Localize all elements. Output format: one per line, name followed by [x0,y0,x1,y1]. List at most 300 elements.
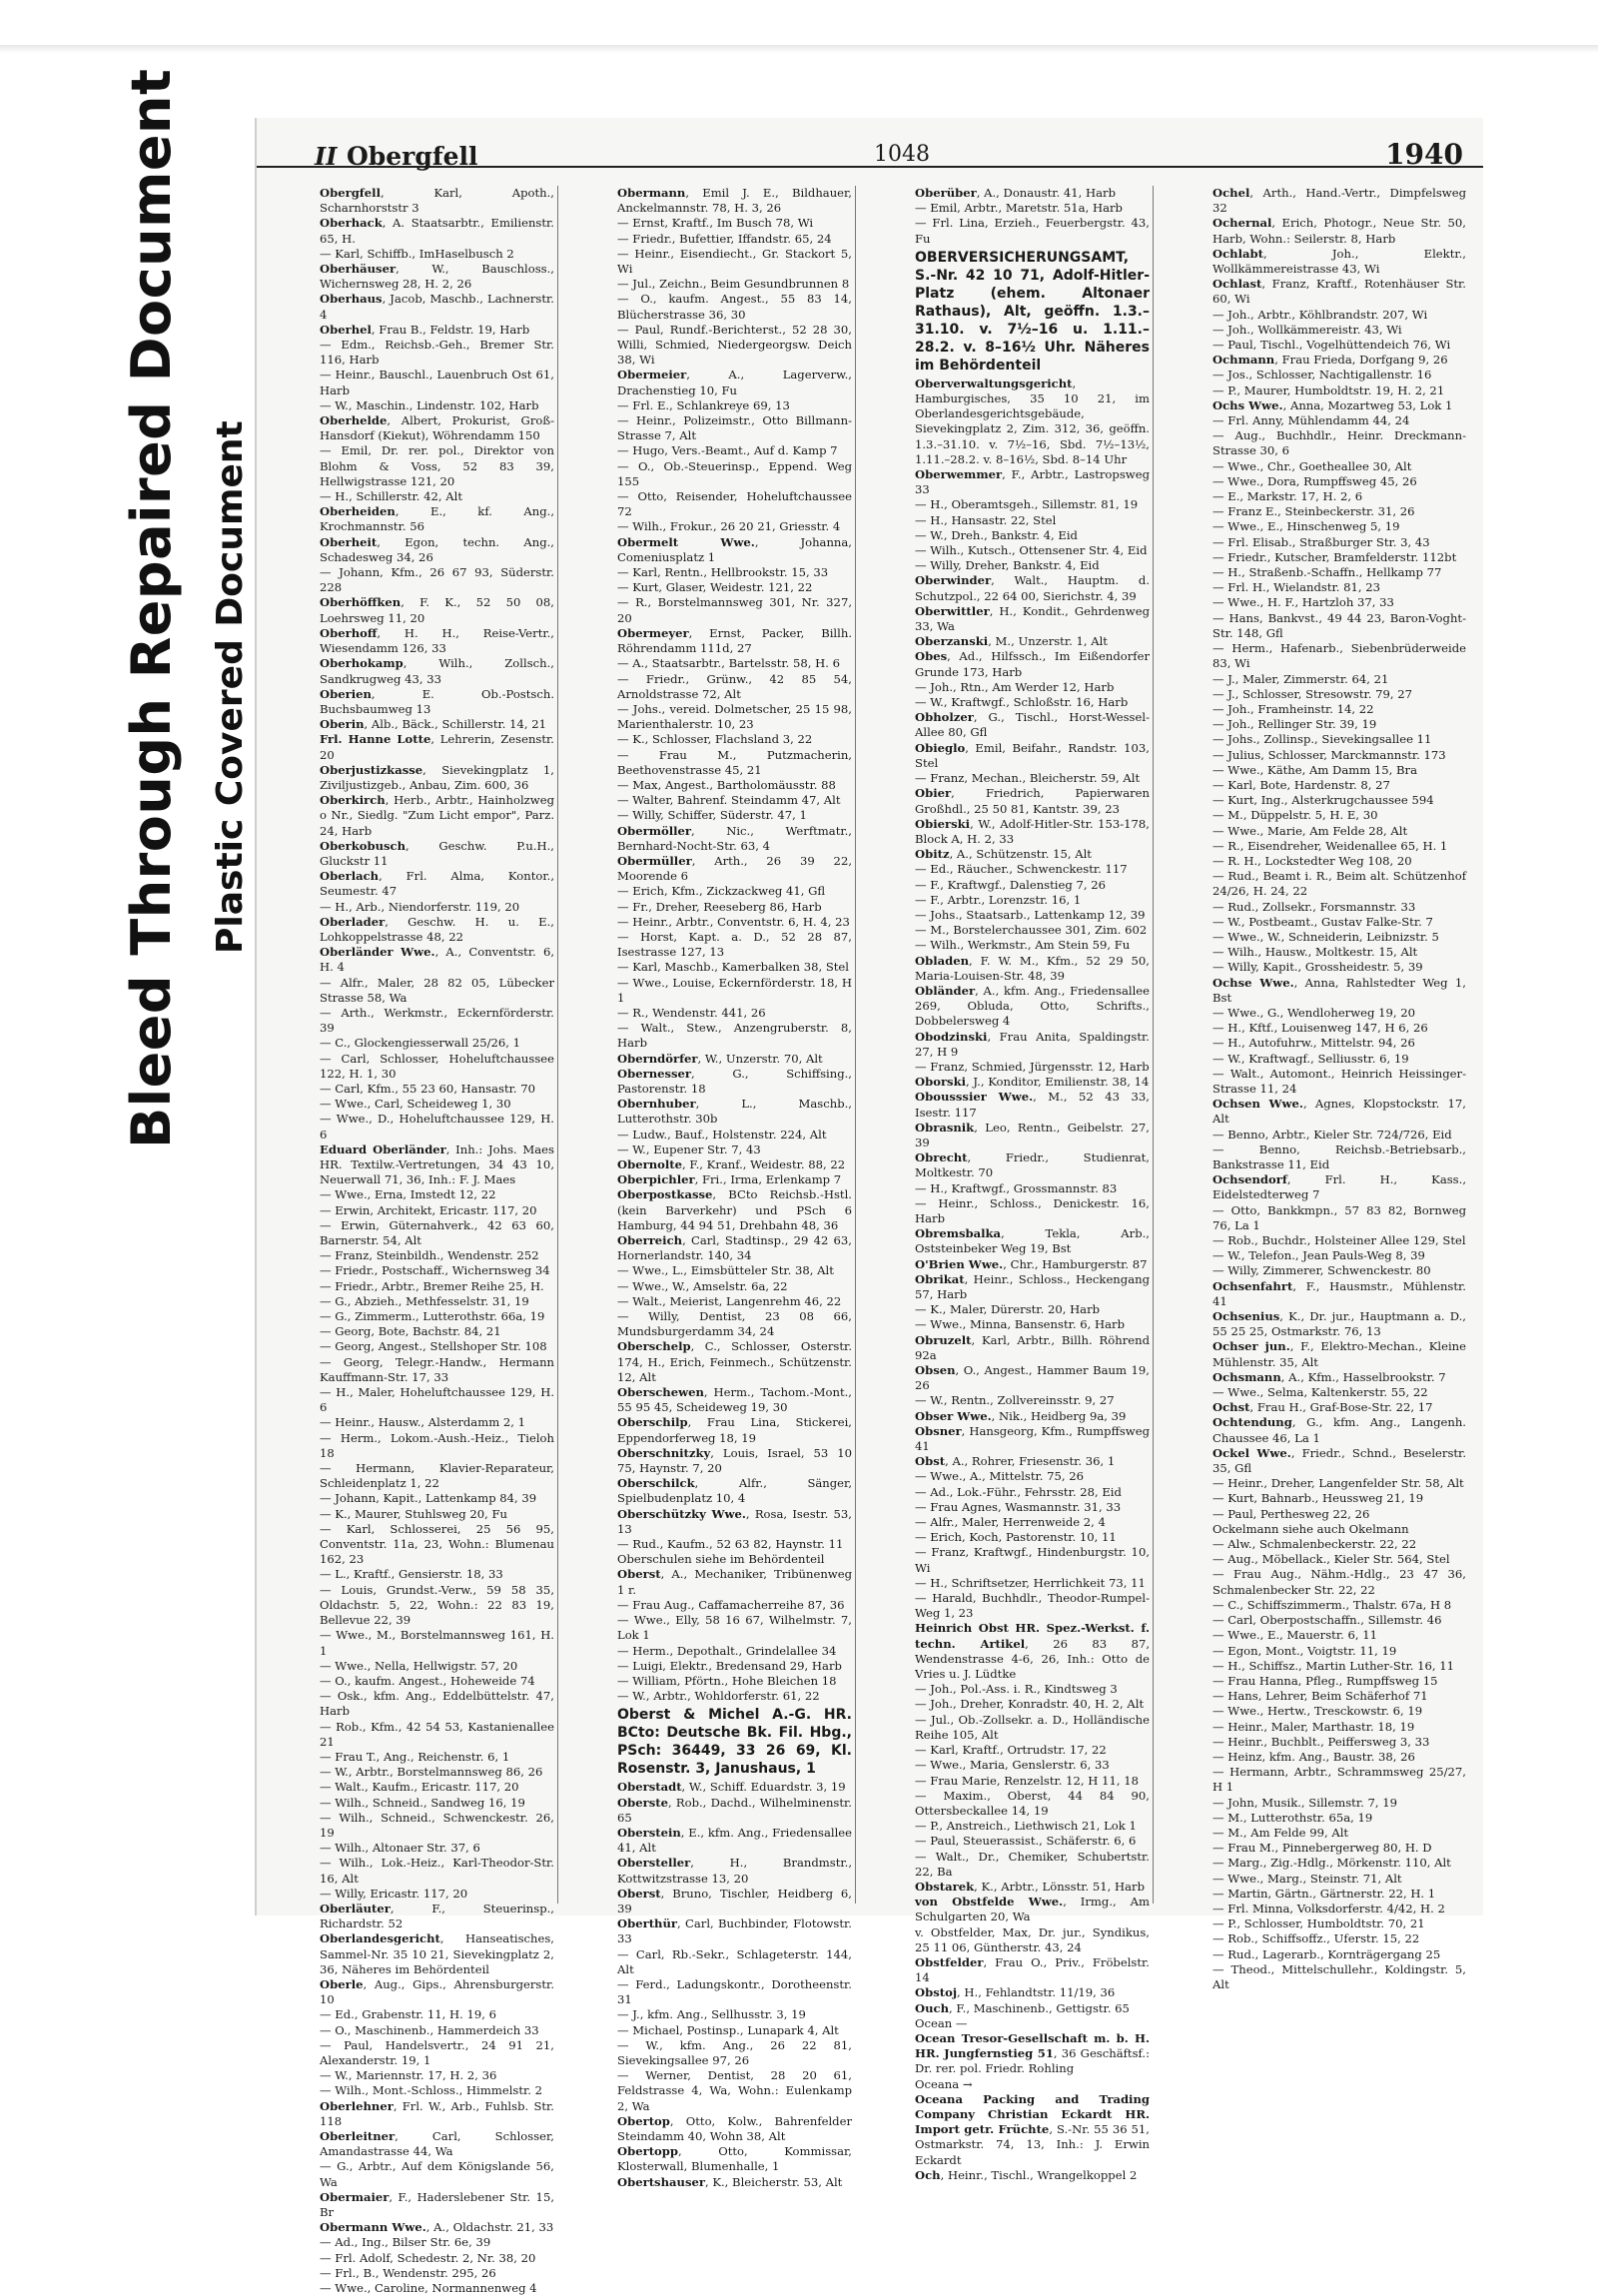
directory-entry: Ochmann, Frau Frieda, Dorfgang 9, 26 [1212,353,1448,368]
directory-entry: Oberschewen, Herm., Tachom.-Mont., 55 95 45, Scheideweg 19, 30 [617,1385,852,1415]
directory-entry: Oberste, Rob., Dachd., Wilhelminenstr. 65 [617,1795,852,1825]
directory-entry: — Wwe., E., Hinschenweg 5, 19 [1212,519,1400,534]
directory-entry: Obieglo, Emil, Beifahr., Randstr. 103, Stel [915,740,1150,770]
directory-entry: Oberhäuser, W., Bauschloss., Wichernsweg 28, H. 2, 26 [320,262,554,292]
page-running-head: Obergfell [347,142,478,171]
directory-entry: — Emil, Arbtr., Maretstr. 51a, Harb [915,201,1123,216]
directory-entry: Oceana Packing and Trading Company Christian Eckardt HR. Import getr. Früchte, S.-Nr. 55 36 51, Ostmarkstr. 74, 13, Inh.: J. Erwin Eckardt [915,2091,1150,2167]
directory-entry: — Carl, Rb.-Sekr., Schlageterstr. 144, Alt [617,1946,852,1976]
directory-entry: Obousssier Wwe., M., 52 43 33, Isestr. 117 [915,1090,1150,1120]
directory-entry: — W., Mariennstr. 17, H. 2, 36 [320,2068,497,2083]
directory-entry: Oborski, J., Konditor, Emilienstr. 38, 14 [915,1075,1150,1090]
directory-entry: — Wilh., Kutsch., Ottensener Str. 4, Eid [915,543,1148,558]
directory-entry: Ockel Wwe., Friedr., Schnd., Beselerstr. 35, Gfl [1212,1445,1467,1476]
side-label-plastic: Plastic Covered Document [210,420,251,954]
directory-entry: — W., Postbeamt., Gustav Falke-Str. 7 [1212,914,1433,929]
directory-entry: Oberschulen siehe im Behördenteil [617,1552,825,1567]
directory-entry: — Karl, Rentn., Hellbrookstr. 15, 33 [617,565,829,580]
directory-entry: OBERVERSICHERUNGSAMT, S.-Nr. 42 10 71, Adolf-Hitler-Platz (ehem. Altonaer Rathaus), Alt, geöffn. 1.3.–31.10. v. 7½–16 u. 1.11.–28.2. v. 8–16½ Uhr. Näheres im Behördenteil [915,249,1150,374]
directory-entry: — Franz, Mechan., Bleicherstr. 59, Alt [915,771,1141,786]
directory-entry: — Wilh., Altonaer Str. 37, 6 [320,1841,480,1856]
directory-entry: — Paul, Steuerassist., Schäferstr. 6, 6 [915,1834,1137,1849]
page-header [257,118,1483,171]
directory-entry: — Wwe., Elly, 58 16 67, Wilhelmstr. 7, Lok 1 [617,1613,852,1643]
directory-entry: — Willy, Schiffer, Süderstr. 47, 1 [617,808,807,823]
directory-entry: Oberstadt, W., Schiff. Eduardstr. 3, 19 [617,1780,846,1795]
directory-entry: — Heinr., Bauschl., Lauenbruch Ost 61, Harb [320,368,554,397]
directory-entry: Ockelmann siehe auch Okelmann [1212,1521,1409,1536]
directory-entry: — Hans, Bankvst., 49 44 23, Baron-Voght-Str. 148, Gfl [1212,610,1466,640]
directory-entry: Obstarek, K., Arbtr., Lönsstr. 51, Harb [915,1879,1145,1894]
directory-entry: — Karl, Schlosserei, 25 56 95, Conventstr. 11a, 23, Wohn.: Blumenau 162, 23 [320,1521,554,1567]
directory-entry: — W., Dreh., Bankstr. 4, Eid [915,527,1078,542]
directory-entry: — Jos., Schlosser, Nachtigallenstr. 16 [1212,368,1432,383]
directory-entry: — W., Kraftwgf., Schloßstr. 16, Harb [915,695,1129,710]
directory-entry: — Georg, Telegr.-Handw., Hermann Kauffmann-Str. 17, 33 [320,1354,554,1384]
directory-entry: — Wwe., Selma, Kaltenkerstr. 55, 22 [1212,1385,1428,1400]
directory-entry: — W., Arbtr., Borstelmannsweg 86, 26 [320,1765,543,1780]
directory-entry: — Walt., Stew., Anzengruberstr. 8, Harb [617,1021,852,1051]
directory-entry: — Willy, Zimmerer, Schwenckestr. 80 [1212,1263,1431,1278]
directory-entry: — Fr., Dreher, Reeseberg 86, Harb [617,899,822,914]
directory-entry: — W., Eupener Str. 7, 43 [617,1142,761,1156]
directory-entry: Oberhokamp, Wilh., Zollsch., Sandkrugweg 43, 33 [320,656,554,686]
directory-entry: Oberst & Michel A.-G. HR. BCto: Deutsche Bk. Fil. Hbg., PSch: 36449, 33 26 69, Kl. Rosenstr. 3, Janushaus, 1 [617,1707,852,1778]
directory-entry: Ochsendorf, Frl. H., Kass., Eidelstedterweg 7 [1212,1172,1466,1202]
directory-entry: Obitz, A., Schützenstr. 15, Alt [915,847,1092,862]
directory-entry: — Erwin, Güternahverk., 42 63 60, Barnerstr. 54, Alt [320,1217,554,1248]
directory-entry: — F., Arbtr., Lorenzstr. 16, 1 [915,892,1082,907]
directory-entry: Och, Heinr., Tischl., Wrangelkoppel 2 [915,2167,1138,2182]
directory-entry: Obstfelder, Frau O., Priv., Fröbelstr. 14 [915,1954,1150,1985]
directory-entry: — Frau M., Pinnebergerweg 80, H. D [1212,1841,1432,1856]
directory-entry: — J., Schlosser, Stresowstr. 79, 27 [1212,686,1413,701]
directory-entry: — Wwe., H. F., Hartzloh 37, 33 [1212,595,1394,610]
directory-entry: Obertshauser, K., Bleicherstr. 53, Alt [617,2174,843,2189]
directory-entry: — Hans, Lehrer, Beim Schäferhof 71 [1212,1689,1428,1704]
directory-entry: — Ernst, Kraftf., Im Busch 78, Wi [617,216,814,231]
directory-entry: Obergfell, Karl, Apoth., Scharnhorststr 3 [320,186,554,216]
directory-entry: Oberheiden, E., kf. Ang., Krochmannstr. 56 [320,504,554,534]
directory-entry: — Frl. Minna, Volksdorferstr. 4/42, H. 2 [1212,1901,1445,1915]
directory-entry: Oberst, A., Mechaniker, Tribünenweg 1 r. [617,1567,852,1597]
directory-entry: — Luigi, Elektr., Bredensand 29, Harb [617,1658,842,1673]
directory-entry: Oberkirch, Herb., Arbtr., Hainholzweg o Nr., Siedlg. "Zum Licht empor", Parz. 24, Harb [320,793,554,838]
directory-entry: — Ed., Grabenstr. 11, H. 19, 6 [320,2007,497,2022]
directory-entry: — Harald, Buchhdlr., Theodor-Rumpel-Weg 1, 23 [915,1591,1150,1621]
directory-entry: Obholzer, G., Tischl., Horst-Wessel-Allee 80, Gfl [915,710,1150,740]
directory-entry: — Louis, Grundst.-Verw., 59 58 35, Oldachstr. 5, 22, Wohn.: 22 83 19, Bellevue 22, 39 [320,1582,554,1628]
directory-entry: Oberwemmer, F., Arbtr., Lastropsweg 33 [915,467,1150,497]
directory-entry: — Hugo, Vers.-Beamt., Auf d. Kamp 7 [617,443,838,458]
directory-entry: — Heinr., Polizeimstr., Otto Billmann-Strasse 7, Alt [617,413,852,443]
directory-entry: — Arth., Werkmstr., Eckernförderstr. 39 [320,1005,554,1036]
directory-entry: — R., Wendenstr. 441, 26 [617,1005,766,1020]
directory-entry: — P., Schlosser, Humboldtstr. 70, 21 [1212,1916,1425,1931]
directory-entry: — Maxim., Oberst, 44 84 90, Ottersbeckallee 14, 19 [915,1788,1150,1818]
listing-column-4 [1209,186,1469,1991]
directory-entry: — Wilh., Mont.-Schloss., Himmelstr. 2 [320,2083,543,2098]
directory-entry: — Alfr., Maler, Herrenweide 2, 4 [915,1515,1106,1530]
directory-entry: — Wwe., Chr., Goetheallee 30, Alt [1212,458,1412,473]
directory-entry: — Wilh., Frokur., 26 20 21, Griesstr. 4 [617,519,841,534]
directory-entry: Oberhelde, Albert, Prokurist, Groß-Hansdorf (Kiekut), Wöhrendamm 150 [320,413,554,443]
directory-entry: — Frl. Anny, Mühlendamm 44, 24 [1212,413,1410,428]
directory-entry: — Emil, Dr. rer. pol., Direktor von Blohm & Voss, 52 83 39, Hellwigstrasse 121, 20 [320,443,554,488]
directory-entry: — H., Kftf., Louisenweg 147, H 6, 26 [1212,1021,1428,1036]
directory-entry: — Karl, Maschb., Kamerbalken 38, Stel [617,960,849,975]
directory-entry: — Rud., Lagerarb., Kornträgergang 25 [1212,1946,1441,1961]
directory-entry: Obermann, Emil J. E., Bildhauer, Anckelmannstr. 78, H. 3, 26 [617,186,852,216]
directory-entry: — Joh., Wollkämmereistr. 43, Wi [1212,322,1402,337]
directory-entry: Oberin, Alb., Bäck., Schillerstr. 14, 21 [320,717,547,732]
directory-entry: — Walt., Kaufm., Ericastr. 117, 20 [320,1780,519,1795]
listing-column-2 [614,186,856,2189]
directory-entry: Obes, Ad., Hilfssch., Im Eißendorfer Grunde 173, Harb [915,649,1150,679]
directory-entry: — Paul, Perthesweg 22, 26 [1212,1506,1370,1521]
directory-entry: Oberüber, A., Donaustr. 41, Harb [915,186,1116,200]
directory-entry: — K., Maler, Dürerstr. 20, Harb [915,1302,1101,1317]
directory-entry: Oberthür, Carl, Buchbinder, Flotowstr. 33 [617,1916,852,1946]
directory-entry: Ochst, Frau H., Graf-Bose-Str. 22, 17 [1212,1400,1433,1415]
directory-entry: — Wwe., E., Mauerstr. 6, 11 [1212,1628,1377,1643]
directory-entry: Obremsbalka, Tekla, Arb., Oststeinbeker Weg 19, Bst [915,1226,1150,1256]
directory-entry: Oberläuter, F., Steuerinsp., Richardstr. 52 [320,1901,554,1931]
directory-entry: — J., kfm. Ang., Sellhusstr. 3, 19 [617,2007,806,2022]
directory-entry: Obermüller, Arth., 26 39 22, Moorende 6 [617,853,852,884]
directory-entry: Oberschützky Wwe., Rosa, Isestr. 53, 13 [617,1506,852,1536]
directory-entry: — Friedr., Postschaff., Wichernsweg 34 [320,1263,550,1278]
directory-entry: — Frl. E., Schlankreye 69, 13 [617,397,790,412]
listing-column-1 [317,186,558,2296]
directory-entry: — K., Schlosser, Flachsland 3, 22 [617,732,813,747]
directory-entry: — Heinr., Eisendiecht., Gr. Stackort 5, Wi [617,246,852,277]
directory-entry: — Kurt, Bahnarb., Heussweg 21, 19 [1212,1491,1424,1506]
directory-entry: Obodzinski, Frau Anita, Spaldingstr. 27, H 9 [915,1029,1150,1059]
directory-entry: Heinrich Obst HR. Spez.-Werkst. f. techn. Artikel, 26 83 87, Wendenstrasse 4-6, 26, Inh.: Otto de Vries u. J. Lüdtke [915,1621,1151,1682]
directory-entry: — Ed., Räucher., Schwenckestr. 117 [915,862,1128,877]
directory-entry: — G., Abzieh., Methfesselstr. 31, 19 [320,1293,529,1308]
directory-entry: — Heinr., Schloss., Denickestr. 16, Harb [915,1195,1150,1225]
directory-entry: Oberhoff, H. H., Reise-Vertr., Wiesendamm 126, 33 [320,625,554,656]
directory-entry: — Carl, Kfm., 55 23 60, Hansastr. 70 [320,1081,536,1096]
directory-entry: — F., Kraftwgf., Dalenstieg 7, 26 [915,877,1106,892]
directory-entry: Oberjustizkasse, Sievekingplatz 1, Ziviljustizgeb., Anbau, Zim. 600, 36 [320,762,554,792]
directory-entry: — Wwe., L., Eimsbütteler Str. 38, Alt [617,1263,834,1278]
directory-entry: — Herm., Depothalt., Grindelallee 34 [617,1643,837,1658]
directory-entry: — O., kaufm. Angest., Hoheweide 74 [320,1673,535,1688]
directory-entry: Obernesser, G., Schiffsing., Pastorenstr. 18 [617,1066,852,1096]
directory-entry: — Wwe., W., Schneiderin, Leibnizstr. 5 [1212,929,1439,944]
directory-entry: Oberle, Aug., Gips., Ahrensburgerstr. 10 [320,1976,554,2007]
directory-entry: — Frl. Adolf, Schedestr. 2, Nr. 38, 20 [320,2250,536,2265]
directory-entry: Oberschelp, C., Schlosser, Osterstr. 174, H., Erich, Feinmech., Schützenstr. 12, Alt [617,1339,852,1384]
directory-entry: — Wilh., Hausw., Moltkestr. 15, Alt [1212,945,1418,960]
directory-entry: — Frau Aug., Nähm.-Hdlg., 23 47 36, Schmalenbecker Str. 22, 22 [1212,1567,1466,1597]
directory-entry: Ocean — [915,2015,968,2030]
directory-entry: — Wwe., G., Wendloherweg 19, 20 [1212,1005,1415,1020]
directory-entry: — Marg., Zig.-Hdlg., Mörkenstr. 110, Alt [1212,1856,1451,1871]
directory-entry: — Herm., Lokom.-Aush.-Heiz., Tieloh 18 [320,1430,554,1460]
directory-entry: — Karl, Bote, Hardenstr. 8, 27 [1212,777,1390,792]
directory-entry: — Julius, Schlosser, Marckmannstr. 173 [1212,747,1446,762]
directory-entry: — Johann, Kapit., Lattenkamp 84, 39 [320,1491,537,1506]
directory-entry: — C., Glockengiesserwall 25/26, 1 [320,1036,520,1051]
directory-entry: Oberhel, Frau B., Feldstr. 19, Harb [320,322,530,337]
directory-entry: — Benno, Reichsb.-Betriebsarb., Bankstrasse 11, Eid [1212,1142,1466,1171]
section-number: II [315,142,338,171]
directory-entry: Oberhaus, Jacob, Maschb., Lachnerstr. 4 [320,292,554,322]
directory-entry: — Frl. Lina, Erzieh., Feuerbergstr. 43, Fu [915,216,1150,246]
directory-entry: — H., Oberamtsgeh., Sillemstr. 81, 19 [915,497,1139,512]
directory-entry: — Johs., vereid. Dolmetscher, 25 15 98, Marienthalerstr. 10, 23 [617,701,852,732]
directory-entry: — Wilh., Lok.-Heiz., Karl-Theodor-Str. 16, Alt [320,1856,554,1886]
directory-entry: — Willy, Dreher, Bankstr. 4, Eid [915,558,1100,573]
directory-entry: — Franz E., Steinbeckerstr. 31, 26 [1212,504,1415,519]
directory-entry: — Wwe., W., Amselstr. 6a, 22 [617,1278,788,1293]
directory-entry: — P., Maurer, Humboldtstr. 19, H. 2, 21 [1212,383,1445,397]
directory-entry: — Frl., B., Wendenstr. 295, 26 [320,2265,496,2280]
directory-entry: — Wwe., A., Mittelstr. 75, 26 [915,1469,1085,1484]
scan-edge-shadow [0,45,1598,53]
directory-entry: — Frau Aug., Caffamacherreihe 87, 36 [617,1597,845,1612]
directory-entry: — Frl. H., Wielandstr. 81, 23 [1212,580,1381,595]
directory-entry: — Franz, Kraftwgf., Hindenburgstr. 10, Wi [915,1545,1150,1575]
directory-entry: Obierski, W., Adolf-Hitler-Str. 153-178, Block A, H. 2, 33 [915,816,1150,846]
directory-entry: — Heinr., Maler, Marthastr. 18, 19 [1212,1719,1415,1734]
directory-entry: — Paul, Tischl., Vogelhüttendeich 76, Wi [1212,338,1451,353]
directory-entry: Oberpichler, Fri., Irma, Erlenkamp 7 [617,1172,842,1187]
directory-entry: — Friedr., Bufettier, Iffandstr. 65, 24 [617,231,832,246]
directory-entry: — Wwe., Dora, Rumpffsweg 45, 26 [1212,473,1417,488]
directory-entry: Ocean Tresor-Gesellschaft m. b. H. HR. Jungfernstieg 51, 36 Geschäftsf.: Dr. rer. pol. Friedr. Rohling [915,2030,1150,2076]
directory-entry: Oberschnitzky, Louis, Israel, 53 10 75, Haynstr. 7, 20 [617,1445,852,1476]
directory-entry: — William, Pförtn., Hohe Bleichen 18 [617,1673,837,1688]
directory-entry: — W., Arbtr., Wohldorferstr. 61, 22 [617,1689,820,1704]
directory-entry: — R., Eisendreher, Weidenallee 65, H. 1 [1212,838,1448,853]
directory-entry: — M., Düppelstr. 5, H. E, 30 [1212,808,1378,823]
directory-entry: — Michael, Postinsp., Lunapark 4, Alt [617,2022,839,2037]
directory-entry: — M., Borstelerchaussee 301, Zim. 602 [915,923,1148,938]
directory-entry: — Benno, Arbtr., Kieler Str. 724/726, Eid [1212,1127,1452,1142]
directory-entry: Obertopp, Otto, Kommissar, Klosterwall, Blumenhalle, 1 [617,2144,852,2174]
directory-entry: Obrasnik, Leo, Rentn., Geibelstr. 27, 39 [915,1120,1150,1149]
directory-entry: — H., Schriftsetzer, Herrlichkeit 73, 11 [915,1575,1146,1590]
directory-entry: Ochsenius, K., Dr. jur., Hauptmann a. D., 55 25 25, Ostmarkstr. 76, 13 [1212,1309,1466,1339]
directory-entry: — Rud., Kaufm., 52 63 82, Haynstr. 11 [617,1537,844,1552]
directory-entry: — Wilh., Werkmstr., Am Stein 59, Fu [915,938,1131,953]
directory-entry: — H., Schillerstr. 42, Alt [320,489,462,504]
directory-entry: — Heinr., Buchblt., Peiffersweg 3, 33 [1212,1734,1430,1749]
directory-entry: — W., Kraftwagf., Selliusstr. 6, 19 [1212,1051,1409,1066]
directory-entry: — Joh., Arbtr., Köhlbrandstr. 207, Wi [1212,307,1428,322]
directory-entry: — Wwe., Minna, Bansenstr. 6, Harb [915,1317,1125,1332]
directory-entry: — M., Am Felde 99, Alt [1212,1825,1349,1840]
directory-entry: Oberleitner, Carl, Schlosser, Amandastrasse 44, Wa [320,2129,554,2159]
directory-entry: Obländer, A., kfm. Ang., Friedensallee 269, Obluda, Otto, Schrifts., Dobbelersweg 4 [915,983,1150,1029]
directory-entry: — Martin, Gärtn., Gärtnerstr. 22, H. 1 [1212,1886,1436,1901]
directory-entry: Oberhöffken, F. K., 52 50 08, Loehrsweg 11, 20 [320,595,554,625]
directory-entry: — Heinr., Hausw., Alsterdamm 2, 1 [320,1415,526,1430]
directory-entry: — Paul, Rundf.-Berichterst., 52 28 30, Willi, Schmied, Niedergeorgsw. Deich 38, Wi [617,322,852,368]
directory-entry: — Carl, Schlosser, Hoheluftchaussee 122, H. 1, 30 [320,1051,554,1081]
directory-entry: Ochlabt, Joh., Elektr., Wollkämmereistrasse 43, Wi [1212,246,1466,277]
listing-column-3 [912,186,1154,2182]
directory-entry: — Ad., Ing., Bilser Str. 6e, 39 [320,2235,491,2250]
directory-entry: — Willy, Kapit., Grossheidestr. 5, 39 [1212,960,1423,975]
directory-entry: Frl. Hanne Lotte, Lehrerin, Zesenstr. 20 [320,732,554,762]
directory-entry: — Frl. Elisab., Straßburger Str. 3, 43 [1212,534,1430,549]
directory-entry: — H., Arb., Niendorferstr. 119, 20 [320,899,520,914]
directory-entry: Obrikat, Heinr., Schloss., Heckengang 57, Harb [915,1271,1150,1301]
directory-entry: Obstoj, H., Fehlandtstr. 11/19, 36 [915,1985,1116,2000]
directory-entry: — Wwe., Marie, Am Felde 28, Alt [1212,823,1408,838]
directory-entry: — Otto, Bankkmpn., 57 83 82, Bornweg 76, La 1 [1212,1202,1466,1232]
directory-entry: — Max, Angest., Bartholomäusstr. 88 [617,777,836,792]
directory-entry: — O., kaufm. Angest., 55 83 14, Blücherstrasse 36, 30 [617,292,852,322]
directory-entry: — Erich, Koch, Pastorenstr. 10, 11 [915,1530,1117,1545]
directory-entry: — Kurt, Ing., Alsterkrugchaussee 594 [1212,793,1434,808]
directory-entry: — Wwe., Caroline, Normannenweg 4 [320,2281,537,2296]
directory-entry: Oberndörfer, W., Unzerstr. 70, Alt [617,1051,823,1066]
directory-entry: — Edm., Reichsb.-Geh., Bremer Str. 116, Harb [320,338,554,368]
directory-entry: Oberstein, E., kfm. Ang., Friedensallee 41, Alt [617,1825,852,1856]
directory-entry: — Erwin, Architekt, Ericastr. 117, 20 [320,1202,537,1217]
directory-entry: — Carl, Oberpostschaffn., Sillemstr. 46 [1212,1613,1442,1628]
directory-entry: Obladen, F. W. M., Kfm., 52 29 50, Maria-Louisen-Str. 48, 39 [915,953,1150,983]
directory-entry: — Wwe., D., Hoheluftchaussee 129, H. 6 [320,1112,554,1142]
directory-entry: — Willy, Ericastr. 117, 20 [320,1886,468,1901]
directory-entry: — Rob., Buchdr., Holsteiner Allee 129, Stel [1212,1233,1466,1248]
directory-entry: — Heinr., Dreher, Langenfelder Str. 58, Alt [1212,1476,1464,1491]
directory-entry: — Wwe., Hertw., Tresckowstr. 6, 19 [1212,1704,1423,1719]
directory-entry: — Erich, Kfm., Zickzackweg 41, Gfl [617,884,826,899]
directory-entry: Oberlach, Frl. Alma, Kontor., Seumestr. 47 [320,869,554,899]
directory-entry: Oberwinder, Walt., Hauptm. d. Schutzpol., 22 64 00, Sierichstr. 4, 39 [915,573,1150,603]
directory-entry: — Hermann, Arbtr., Schrammsweg 25/27, H 1 [1212,1765,1466,1795]
directory-entry: — W., kfm. Ang., 26 22 81, Sievekingsallee 97, 26 [617,2037,852,2067]
directory-entry: — Frau Agnes, Wasmannstr. 31, 33 [915,1499,1122,1514]
directory-entry: Ochsmann, A., Kfm., Hasselbrookstr. 7 [1212,1369,1446,1384]
directory-entry: — Franz, Steinbildh., Wendenstr. 252 [320,1248,539,1263]
directory-entry: — H., Schiffsz., Martin Luther-Str. 16, 11 [1212,1658,1454,1673]
directory-entry: — Ferd., Ladungskontr., Dorotheenstr. 31 [617,1976,852,2007]
directory-entry: — H., Maler, Hoheluftchaussee 129, H. 6 [320,1385,554,1415]
directory-entry: Obersteller, H., Brandmstr., Kottwitzstrasse 13, 20 [617,1856,852,1886]
directory-entry: — H., Kraftwgf., Grossmannstr. 83 [915,1180,1118,1195]
directory-entry: — Friedr., Grünw., 42 85 54, Arnoldstrasse 72, Alt [617,671,852,701]
directory-entry: — Werner, Dentist, 28 20 61, Feldstrasse 4, Wa, Wohn.: Eulenkamp 2, Wa [617,2068,852,2113]
directory-entry: Oberlandesgericht, Hanseatisches, Sammel-Nr. 35 10 21, Sievekingplatz 2, 36, Näheres im Behördenteil [320,1931,554,1976]
directory-entry: — Wilh., Schneid., Schwenckestr. 26, 19 [320,1810,554,1840]
directory-entry: Obst, A., Rohrer, Friesenstr. 36, 1 [915,1454,1116,1469]
directory-entry: — Frau Marie, Renzelstr. 12, H 11, 18 [915,1773,1139,1788]
directory-entry: — Wwe., Louise, Eckernförderstr. 18, H 1 [617,975,852,1005]
directory-entry: — Frau T., Ang., Reichenstr. 6, 1 [320,1749,510,1764]
directory-entry: Oberschilp, Frau Lina, Stickerei, Eppendorferweg 18, 19 [617,1415,852,1445]
directory-entry: — H., Straßenb.-Schaffn., Hellkamp 77 [1212,565,1442,580]
directory-entry: Oberpostkasse, BCto Reichsb.-Hstl. (kein Barverkehr) und PSch 6 Hamburg, 44 94 51, Drehbahn 48, 36 [617,1187,852,1232]
directory-entry: Oberschilck, Alfr., Sänger, Spielbudenplatz 10, 4 [617,1476,852,1506]
directory-entry: — H., Hansastr. 22, Stel [915,512,1057,527]
directory-entry: Ochtendung, G., kfm. Ang., Langenh. Chaussee 46, La 1 [1212,1415,1466,1445]
directory-entry: — O., Maschinenb., Hammerdeich 33 [320,2022,539,2037]
directory-entry: Ochel, Arth., Hand.-Vertr., Dimpfelsweg 32 [1212,186,1466,216]
directory-entry: — Georg, Bote, Bachstr. 84, 21 [320,1324,501,1339]
directory-entry: — Wwe., Marg., Steinstr. 71, Alt [1212,1871,1402,1886]
directory-entry: — Joh., Dreher, Konradstr. 40, H. 2, Alt [915,1697,1145,1712]
directory-entry: — Alfr., Maler, 28 82 05, Lübecker Strasse 58, Wa [320,975,554,1005]
directory-entry: Ochs Wwe., Anna, Mozartweg 53, Lok 1 [1212,397,1453,412]
directory-entry: — R., Borstelmannsweg 301, Nr. 327, 20 [617,595,852,625]
directory-entry: Ochernal, Erich, Photogr., Neue Str. 50, Harb, Wohn.: Seilerstr. 8, Harb [1212,216,1466,246]
directory-entry: — Wilh., Schneid., Sandweg 16, 19 [320,1795,525,1810]
directory-entry: — C., Schiffszimmerm., Thalstr. 67a, H 8 [1212,1597,1452,1612]
directory-entry: — Aug., Möbellack., Kieler Str. 564, Stel [1212,1552,1450,1567]
directory-entry: — Johann, Kfm., 26 67 93, Süderstr. 228 [320,565,554,595]
directory-entry: — Frau Hanna, Pfleg., Rumpffsweg 15 [1212,1673,1438,1688]
directory-entry: Ochsen Wwe., Agnes, Klopstockstr. 17, Alt [1212,1097,1466,1127]
directory-entry: — R. H., Lockstedter Weg 108, 20 [1212,853,1412,868]
directory-entry: — Wwe., Käthe, Am Damm 15, Bra [1212,762,1417,777]
directory-entry: Obsen, O., Angest., Hammer Baum 19, 26 [915,1363,1150,1393]
directory-entry: Obermaier, F., Haderslebener Str. 15, Br [320,2189,554,2220]
directory-entry: Obermeier, A., Lagerverw., Drachenstieg 10, Fu [617,368,852,397]
directory-entry: — Horst, Kapt. a. D., 52 28 87, Isestrasse 127, 13 [617,929,852,960]
directory-entry: Ochser jun., F., Elektro-Mechan., Kleine Mühlenstr. 35, Alt [1212,1339,1466,1369]
directory-entry: — Franz, Schmied, Jürgensstr. 12, Harb [915,1059,1150,1074]
directory-entry: Oberlehner, Frl. W., Arb., Fuhlsb. Str. 118 [320,2098,554,2128]
directory-entry: — Aug., Buchhdlr., Heinr. Dreckmann-Strasse 30, 6 [1212,428,1466,458]
directory-entry: Obermelt Wwe., Johanna, Comeniusplatz 1 [617,534,852,564]
directory-entry: — Wwe., Carl, Scheideweg 1, 30 [320,1097,511,1112]
directory-entry: Oberst, Bruno, Tischler, Heidberg 6, 39 [617,1886,852,1915]
directory-entry: — Friedr., Arbtr., Bremer Reihe 25, H. [320,1278,544,1293]
directory-entry: — Walt., Automont., Heinrich Heissinger-Strasse 11, 24 [1212,1066,1466,1096]
directory-entry: Obier, Friedrich, Papierwaren Großhdl., 25 50 81, Kantstr. 39, 23 [915,786,1150,816]
directory-entry: — Wwe., Erna, Imstedt 12, 22 [320,1187,496,1202]
directory-entry: Obermann Wwe., A., Oldachstr. 21, 33 [320,2220,554,2235]
directory-entry: — W., Telefon., Jean Pauls-Weg 8, 39 [1212,1248,1425,1263]
directory-entry: Oberwittler, H., Kondit., Gehrdenweg 33, Wa [915,603,1150,634]
directory-entry: — Rob., Schiffsoffz., Uferstr. 15, 22 [1212,1931,1420,1946]
directory-entry: — Johs., Zollinsp., Sievekingsallee 11 [1212,732,1432,747]
directory-entry: von Obstfelde Wwe., Irmg., Am Schulgarten 20, Wa [915,1895,1150,1924]
directory-entry: — G., Zimmerm., Lutterothstr. 66a, 19 [320,1309,545,1324]
directory-entry: — H., Autofuhrw., Mittelstr. 94, 26 [1212,1036,1415,1051]
directory-entry: — Joh., Framheinstr. 14, 22 [1212,701,1374,716]
directory-page [257,118,1483,2296]
directory-entry: Ouch, F., Maschinenb., Gettigstr. 65 [915,2000,1130,2015]
directory-entry: — Ad., Lok.-Führ., Fehrsstr. 28, Eid [915,1484,1122,1499]
directory-entry: — Alw., Schmalenbeckerstr. 22, 22 [1212,1537,1417,1552]
directory-entry: Obermöller, Nic., Werftmatr., Bernhard-Nocht-Str. 63, 4 [617,823,852,853]
directory-entry: Obernhuber, L., Maschb., Lutterothstr. 30b [617,1097,852,1127]
directory-entry: Oberländer Wwe., A., Conventstr. 6, H. 4 [320,945,555,975]
directory-entry: v. Obstfelder, Max, Dr. jur., Syndikus, 25 11 06, Güntherstr. 43, 24 [915,1924,1150,1954]
directory-entry: Obermeyer, Ernst, Packer, Billh. Röhrendamm 111d, 27 [617,625,852,656]
directory-entry: — Wwe., Maria, Genslerstr. 6, 33 [915,1758,1110,1773]
directory-entry: Oberhack, A. Staatsarbtr., Emilienstr. 65, H. [320,216,554,246]
page-number: 1048 [874,142,930,167]
directory-entry: — Walt., Meierist, Langenrehm 46, 22 [617,1293,842,1308]
directory-entry: — John, Musik., Sillemstr. 7, 19 [1212,1795,1397,1810]
directory-entry: Oberkobusch, Geschw. P.u.H., Gluckstr 11 [320,838,554,868]
directory-entry: — P., Anstreich., Liethwisch 21, Lok 1 [915,1819,1137,1834]
directory-entry: — Georg, Angest., Stellshoper Str. 108 [320,1339,547,1354]
directory-entry: Ochse Wwe., Anna, Rahlstedter Weg 1, Bst [1212,975,1466,1005]
directory-entry: — Walter, Bahrenf. Steindamm 47, Alt [617,793,841,808]
